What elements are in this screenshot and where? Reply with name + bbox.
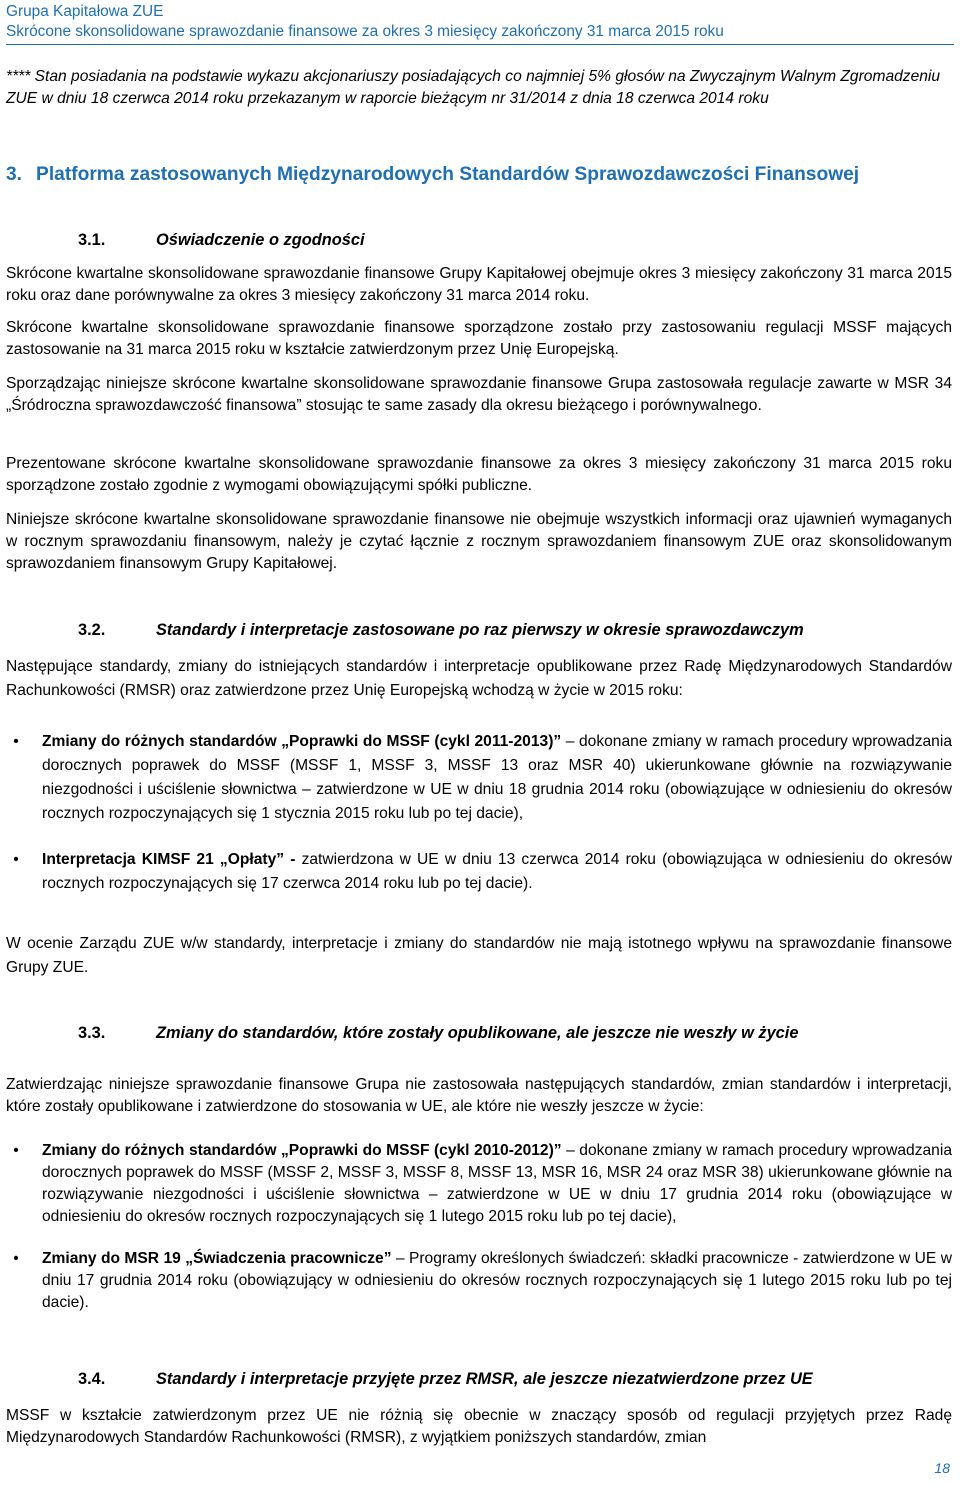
bullet-text: – Programy określonych świadczeń: składki pracownicze - zatwierdzone w UE w dniu 17 grudnia 2014 roku (obowiązujący w odniesieniu do okresów rocznych rozpoczynających się 1 lutego 2015 roku lub po tej dacie). (42, 1250, 952, 1311)
section-3-3-heading (78, 1024, 798, 1043)
header-report-title: Skrócone skonsolidowane sprawozdanie finansowe za okres 3 miesięcy zakończony 31 marca 2015 roku (6, 23, 724, 40)
s33-intro: Zatwierdzając niniejsze sprawozdanie finansowe Grupa nie zastosowała następujących standardów, zmian standardów i interpretacji, które zostały opublikowane i zatwierdzone do stosowania w UE, ale które nie weszły jeszcze w życie: (6, 1076, 952, 1115)
list-item (6, 1248, 952, 1314)
section-3-3-title: Zmiany do standardów, które zostały opublikowane, ale jeszcze nie weszły w życie (156, 1024, 799, 1042)
section-3-2-title: Standardy i interpretacje zastosowane po raz pierwszy w okresie sprawozdawczym (156, 621, 804, 639)
bullet-bold-lead: Interpretacja KIMSF 21 „Opłaty” - (42, 851, 296, 868)
s34-paragraph-1: MSSF w kształcie zatwierdzonym przez UE nie różnią się obecnie w znaczący sposób od regulacji przyjętych przez Radę Międzynarodowych Standardów Rachunkowości (RMSR), z wyjątkiem poniższych standardów, zmian (6, 1407, 952, 1446)
s31-paragraph-4: Prezentowane skrócone kwartalne skonsolidowane sprawozdanie finansowe za okres 3 miesięcy zakończony 31 marca 2015 roku sporządzone zostało zgodnie z wymogami obowiązującymi spółki publiczne. (6, 455, 952, 494)
bullet-text: zatwierdzona w UE w dniu 13 czerwca 2014 roku (obowiązująca w odniesieniu do okresów rocznych rozpoczynających się 17 czerwca 2014 roku lub po tej dacie). (42, 851, 952, 892)
s31-paragraph-1: Skrócone kwartalne skonsolidowane sprawozdanie finansowe Grupy Kapitałowej obejmuje okres 3 miesięcy zakończony 31 marca 2015 roku oraz dane porównywalne za okres 3 miesięcy zakończony 31 marca 2014 roku. (6, 265, 952, 304)
bullet-bold-lead: Zmiany do różnych standardów „Poprawki do MSSF (cykl 2011-2013)” (42, 733, 562, 750)
running-header (6, 2, 724, 42)
s32-bullet-list (6, 730, 952, 896)
section-3-1-number: 3.1. (78, 231, 106, 249)
list-item (6, 730, 952, 826)
bullet-dot-icon: • (13, 1142, 19, 1159)
s33-bullet-list (6, 1140, 952, 1314)
section-3-4-heading (78, 1370, 813, 1389)
header-divider (6, 44, 954, 45)
bullet-dot-icon: • (13, 851, 19, 868)
page-number: 18 (934, 1460, 950, 1476)
s32-intro: Następujące standardy, zmiany do istniejących standardów i interpretacje opublikowane przez Radę Międzynarodowych Standardów Rachunkowości (RMSR) oraz zatwierdzone przez Unię Europejską wchodzą w życie w 2015 roku: (6, 658, 952, 699)
section-3-3-number: 3.3. (78, 1024, 106, 1042)
bullet-bold-lead: Zmiany do MSR 19 „Świadczenia pracownicze” (42, 1250, 392, 1267)
section-3-title: Platforma zastosowanych Międzynarodowych Standardów Sprawozdawczości Finansowej (36, 164, 860, 185)
section-3-4-number: 3.4. (78, 1370, 106, 1388)
s32-outro: W ocenie Zarządu ZUE w/w standardy, interpretacje i zmiany do standardów nie mają istotnego wpływu na sprawozdanie finansowe Grupy ZUE. (6, 935, 952, 976)
section-3-2-number: 3.2. (78, 621, 106, 639)
header-company: Grupa Kapitałowa ZUE (6, 3, 164, 20)
section-3-heading (6, 164, 859, 186)
bullet-text: – dokonane zmiany w ramach procedury wprowadzania dorocznych poprawek do MSSF (MSSF 1, MSSF 3, MSSF 13 oraz MSR 40) ukierunkowane głównie na rozwiązywanie niezgodności i uściślenie słownictwa – zatwierdzone w UE w dniu 18 grudnia 2014 roku (obowiązujące w odniesieniu do okresów rocznych rozpoczynających się 1 stycznia 2015 roku lub po tej dacie), (42, 733, 952, 822)
list-item (6, 1140, 952, 1228)
section-3-2-heading (78, 621, 804, 640)
s31-paragraph-3: Sporządzając niniejsze skrócone kwartalne skonsolidowane sprawozdanie finansowe Grupa zastosowała regulacje zawarte w MSR 34 „Śródroczna sprawozdawczość finansowa” stosując te same zasady dla okresu bieżącego i porównywalnego. (6, 375, 952, 414)
section-3-4-title: Standardy i interpretacje przyjęte przez RMSR, ale jeszcze niezatwierdzone przez UE (156, 1370, 813, 1388)
section-3-number: 3. (6, 164, 23, 185)
section-3-1-title: Oświadczenie o zgodności (156, 231, 365, 249)
s31-paragraph-5: Niniejsze skrócone kwartalne skonsolidowane sprawozdanie finansowe nie obejmuje wszystkich informacji oraz ujawnień wymaganych w rocznym sprawozdaniu finansowym, należy je czytać łącznie z rocznym sprawozdaniem finansowym ZUE oraz skonsolidowanym sprawozdaniem finansowym Grupy Kapitałowej. (6, 511, 952, 572)
list-item (6, 848, 952, 896)
bullet-dot-icon: • (13, 733, 19, 750)
section-3-1-heading (78, 231, 365, 250)
s31-paragraph-2: Skrócone kwartalne skonsolidowane sprawozdanie finansowe sporządzone zostało przy zastosowaniu regulacji MSSF mających zastosowanie na 31 marca 2015 roku w kształcie zatwierdzonym przez Unię Europejską. (6, 319, 952, 358)
bullet-bold-lead: Zmiany do różnych standardów „Poprawki do MSSF (cykl 2010-2012)” (42, 1142, 562, 1159)
bullet-dot-icon: • (13, 1250, 19, 1267)
bullet-text: – dokonane zmiany w ramach procedury wprowadzania dorocznych poprawek do MSSF (MSSF 2, MSSF 3, MSSF 8, MSSF 13, MSR 16, MSR 24 oraz MSR 38) ukierunkowane głównie na rozwiązywanie niezgodności i uściślenie słownictwa – zatwierdzone w UE w dniu 17 grudnia 2014 roku (obowiązujące w odniesieniu do okresów rocznych rozpoczynających się 1 lutego 2015 roku lub po tej dacie), (42, 1142, 952, 1225)
footnote-text: **** Stan posiadania na podstawie wykazu akcjonariuszy posiadających co najmniej 5% głosów na Zwyczajnym Walnym Zgromadzeniu ZUE w dniu 18 czerwca 2014 roku przekazanym w raporcie bieżącym nr 31/2014 z dnia 18 czerwca 2014 roku (6, 68, 941, 107)
